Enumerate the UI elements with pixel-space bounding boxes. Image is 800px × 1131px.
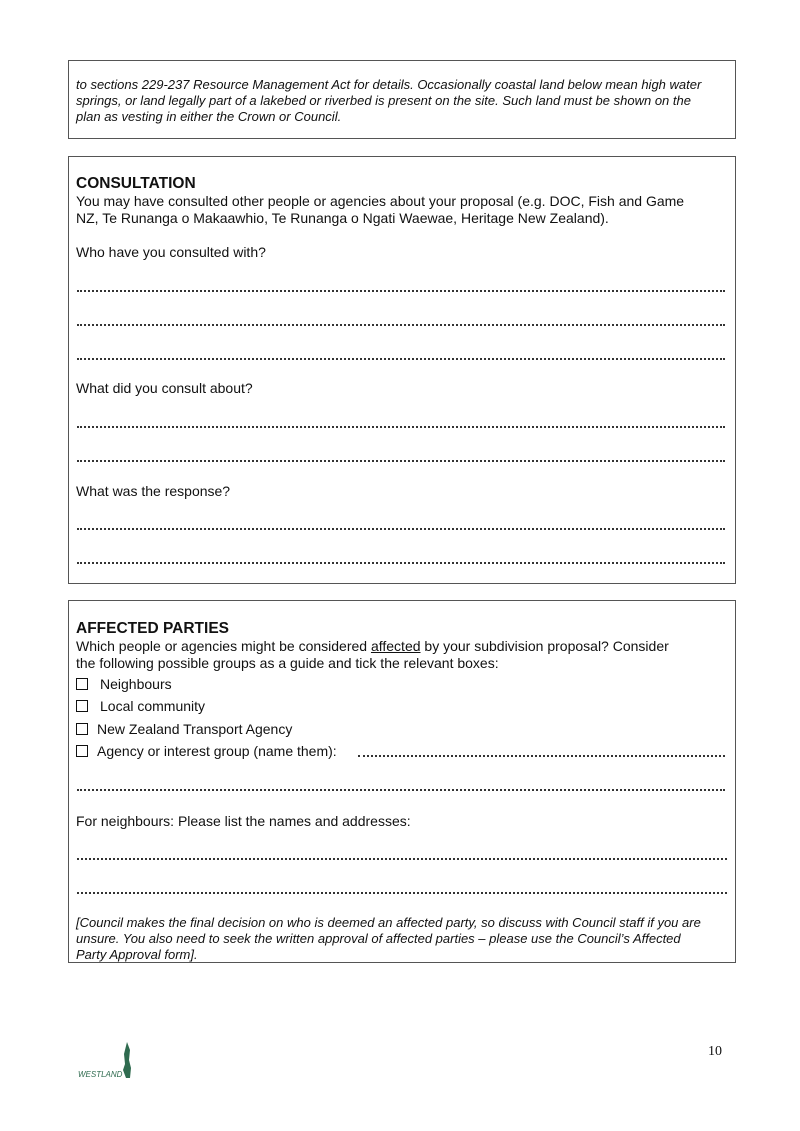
option-label: Local community: [100, 698, 206, 714]
intro-line: to sections 229-237 Resource Management Act for details. Occasionally coastal land below mean high water: [76, 77, 702, 92]
neighbours-line-2[interactable]: [77, 882, 727, 894]
desc-text: by your subdivision proposal? Consider: [420, 638, 669, 654]
agency-line-2[interactable]: [77, 779, 725, 791]
checkbox[interactable]: [76, 700, 88, 712]
svg-text:WESTLAND: WESTLAND: [78, 1070, 123, 1079]
question-response: What was the response?: [76, 483, 231, 499]
affected-desc: the following possible groups as a guide and tick the relevant boxes:: [76, 655, 499, 671]
question-consult-about: What did you consult about?: [76, 380, 253, 396]
consultation-desc: You may have consulted other people or agencies about your proposal (e.g. DOC, Fish and Game: [76, 193, 685, 209]
option-agency[interactable]: [76, 743, 337, 760]
response-line-1[interactable]: [77, 518, 725, 530]
consult-about-line-2[interactable]: [77, 450, 725, 462]
option-nzta[interactable]: [76, 721, 292, 738]
consulted-with-line-3[interactable]: [77, 348, 725, 360]
intro-line: plan as vesting in either the Crown or Council.: [76, 109, 342, 124]
consult-about-line-1[interactable]: [77, 416, 725, 428]
affected-desc: [76, 638, 669, 655]
neighbours-prompt: For neighbours: Please list the names and addresses:: [76, 813, 411, 829]
consulted-with-line-2[interactable]: [77, 314, 725, 326]
option-label: Agency or interest group (name them):: [97, 743, 337, 759]
desc-text: Which people or agencies might be considered: [76, 638, 371, 654]
option-local-community[interactable]: [76, 698, 205, 715]
option-label: New Zealand Transport Agency: [97, 721, 293, 737]
affected-note: [Council makes the final decision on who is deemed an affected party, so discuss with Council staff if you are: [76, 915, 701, 930]
affected-note: Party Approval form].: [76, 947, 198, 962]
consulted-with-line-1[interactable]: [77, 280, 725, 292]
consultation-title: CONSULTATION: [76, 175, 196, 192]
checkbox[interactable]: [76, 723, 88, 735]
tree-icon: [78, 1040, 138, 1085]
response-line-2[interactable]: [77, 552, 725, 564]
page-number: 10: [708, 1044, 722, 1059]
westland-logo: [78, 1040, 138, 1085]
affected-title: AFFECTED PARTIES: [76, 620, 229, 637]
agency-name-line[interactable]: [358, 745, 725, 757]
affected-note: unsure. You also need to seek the written approval of affected parties – please use the Council’s Affected: [76, 931, 681, 946]
option-neighbours[interactable]: [76, 676, 172, 693]
checkbox[interactable]: [76, 678, 88, 690]
option-label: Neighbours: [100, 676, 172, 692]
intro-line: springs, or land legally part of a lakebed or riverbed is present on the site. Such land must be shown on the: [76, 93, 691, 108]
checkbox[interactable]: [76, 745, 88, 757]
desc-underlined: affected: [370, 638, 421, 654]
consultation-desc: NZ, Te Runanga o Makaawhio, Te Runanga o Ngati Waewae, Heritage New Zealand).: [76, 210, 609, 226]
question-consulted-with: Who have you consulted with?: [76, 244, 266, 260]
neighbours-line-1[interactable]: [77, 848, 727, 860]
